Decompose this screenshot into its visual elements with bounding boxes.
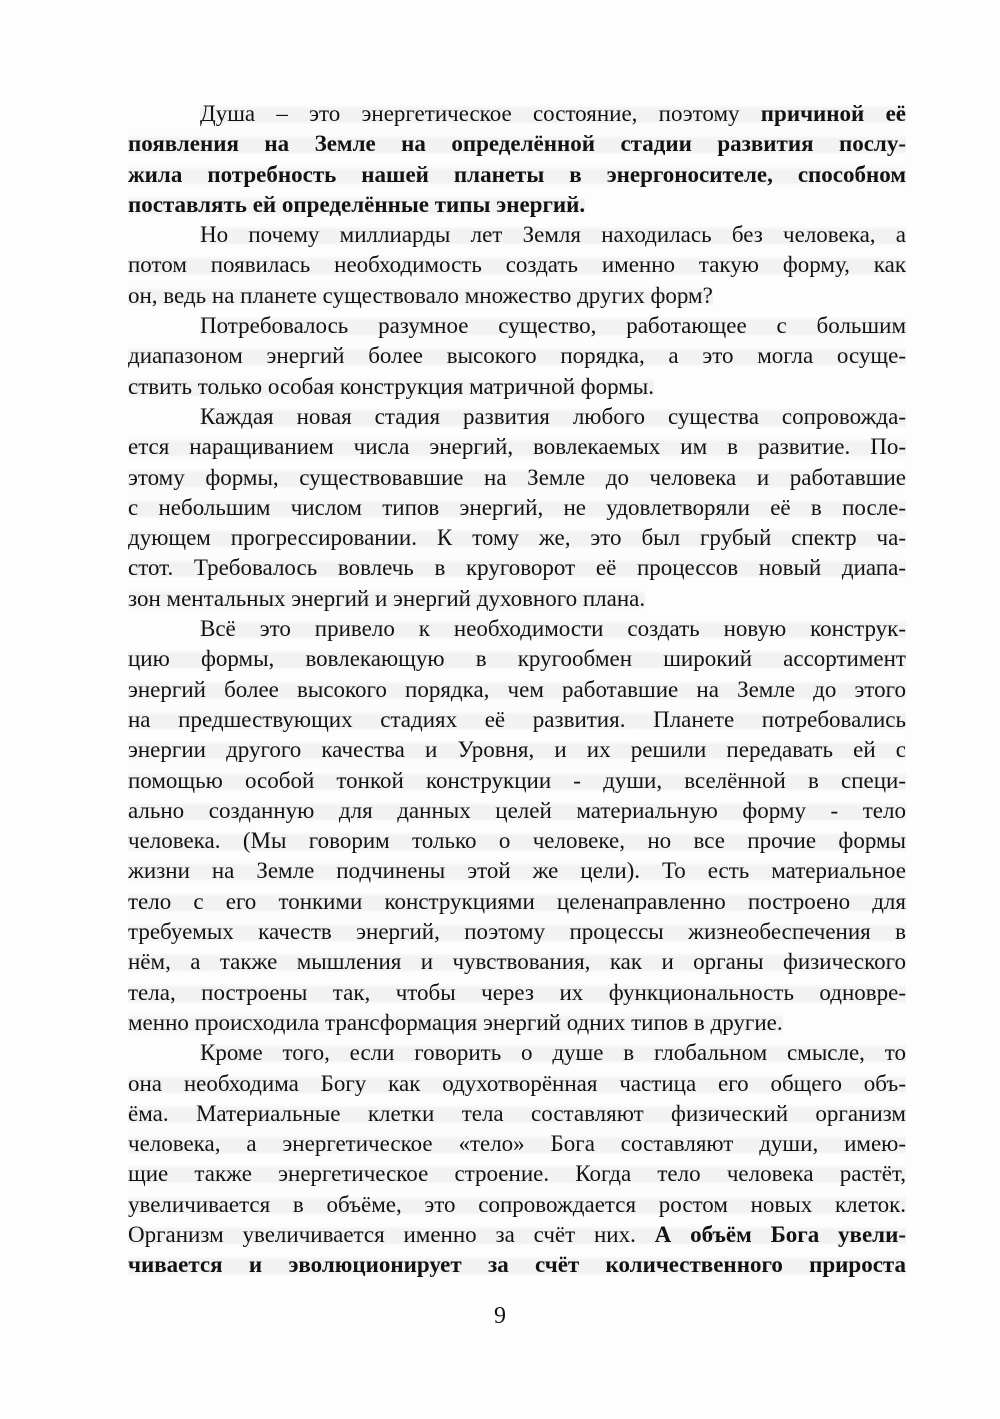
text-segment: зон ментальных энергий и энергий духовного плана. <box>128 585 646 611</box>
text-line <box>128 220 906 250</box>
text-line <box>128 1159 906 1189</box>
text-line <box>128 129 906 159</box>
text-line <box>128 826 906 856</box>
text-line <box>128 1069 906 1099</box>
text-segment: жизни на Земле подчинены этой же цели). То есть материальное <box>128 858 906 884</box>
text-line <box>128 311 906 341</box>
bold-text-segment: А объём Бога увели- <box>654 1221 906 1247</box>
paragraph <box>128 311 906 402</box>
text-segment: менно происходила трансформация энергий одних типов в другие. <box>128 1009 783 1035</box>
text-line <box>128 463 906 493</box>
text-line <box>128 1008 906 1038</box>
paragraph <box>128 402 906 614</box>
bold-text-segment: чивается и эволюционирует за счёт количественного прироста <box>128 1252 906 1278</box>
paragraph <box>128 220 906 311</box>
bold-text-segment: жила потребность нашей планеты в энергоносителе, способном <box>128 161 906 187</box>
text-segment: дующем прогрессировании. К тому же, это был грубый спектр ча- <box>128 525 906 551</box>
paragraph <box>128 1038 906 1280</box>
text-segment: он, ведь на планете существовало множество других форм? <box>128 282 713 308</box>
text-segment: человека. (Мы говорим только о человеке, но все прочие формы <box>128 828 906 854</box>
text-segment: требуемых качеств энергий, поэтому процессы жизнеобеспечения в <box>128 919 906 945</box>
text-line <box>128 372 906 402</box>
text-line <box>128 402 906 432</box>
text-segment: Организм увеличивается именно за счёт них. <box>128 1221 655 1247</box>
text-line <box>128 281 906 311</box>
text-line <box>128 160 906 190</box>
text-line <box>128 644 906 674</box>
text-segment: диапазоном энергий более высокого порядка, а это могла осуще- <box>128 343 906 369</box>
text-segment: Потребовалось разумное существо, работающее с большим <box>200 313 906 339</box>
text-segment: ально созданную для данных целей материальную форму - тело <box>128 797 906 823</box>
text-segment: на предшествующих стадиях её развития. Планете потребовались <box>128 706 906 732</box>
text-segment: нём, а также мышления и чувствования, как и органы физического <box>128 949 906 975</box>
text-segment: тело с его тонкими конструкциями целенаправленно построено для <box>128 888 906 914</box>
text-line <box>128 614 906 644</box>
text-line <box>128 1038 906 1068</box>
bold-text-segment: появления на Земле на определённой стадии развития послу- <box>128 131 906 157</box>
text-segment: Кроме того, если говорить о душе в глобальном смысле, то <box>200 1040 906 1066</box>
text-line <box>128 917 906 947</box>
text-segment: ствить только особая конструкция матричной формы. <box>128 373 654 399</box>
text-line <box>128 705 906 735</box>
text-line <box>128 978 906 1008</box>
text-line <box>128 735 906 765</box>
page-number: 9 <box>494 1303 506 1329</box>
text-segment: Но почему миллиарды лет Земля находилась без человека, а <box>200 222 906 248</box>
page-text <box>128 99 906 1281</box>
text-segment: ёма. Материальные клетки тела составляют физический организм <box>128 1100 906 1126</box>
text-line <box>128 432 906 462</box>
text-line <box>128 1250 906 1280</box>
text-segment: с небольшим числом типов энергий, не удовлетворяли её в после- <box>128 494 906 520</box>
text-line <box>128 341 906 371</box>
text-segment: потом появилась необходимость создать именно такую форму, как <box>128 252 906 278</box>
text-segment: ется наращиванием числа энергий, вовлекаемых им в развитие. По- <box>128 434 906 460</box>
text-segment: человека, а энергетическое «тело» Бога составляют души, имею- <box>128 1131 906 1157</box>
text-line <box>128 1190 906 1220</box>
text-segment: Всё это привело к необходимости создать новую конструк- <box>200 616 906 642</box>
text-line <box>128 947 906 977</box>
text-segment: цию формы, вовлекающую в кругообмен широкий ассортимент <box>128 646 906 672</box>
paragraph <box>128 614 906 1038</box>
text-line <box>128 1220 906 1250</box>
text-segment: увеличивается в объёме, это сопровождается ростом новых клеток. <box>128 1191 906 1217</box>
bold-text-segment: поставлять ей определённые типы энергий. <box>128 191 586 217</box>
text-segment: этому формы, существовавшие на Земле до человека и работавшие <box>128 464 906 490</box>
text-line <box>128 675 906 705</box>
text-line <box>128 584 906 614</box>
text-segment: помощью особой тонкой конструкции - души, вселённой в специ- <box>128 767 906 793</box>
text-line <box>128 887 906 917</box>
text-line <box>128 523 906 553</box>
text-line <box>128 796 906 826</box>
bold-text-segment: причиной её <box>760 101 906 126</box>
text-line <box>128 493 906 523</box>
text-line <box>128 1099 906 1129</box>
text-segment: щие также энергетическое строение. Когда тело человека растёт, <box>128 1161 906 1187</box>
text-line <box>128 766 906 796</box>
text-line <box>128 190 906 220</box>
text-segment: тела, построены так, чтобы через их функциональность одновре- <box>128 979 906 1005</box>
text-segment: она необходима Богу как одухотворённая частица его общего объ- <box>128 1070 906 1096</box>
text-line <box>128 99 906 129</box>
text-line <box>128 250 906 280</box>
text-line <box>128 1129 906 1159</box>
text-segment: энергий более высокого порядка, чем работавшие на Земле до этого <box>128 676 906 702</box>
paragraph <box>128 99 906 220</box>
text-segment: стот. Требовалось вовлечь в круговорот её процессов новый диапа- <box>128 555 906 581</box>
text-segment: энергии другого качества и Уровня, и их решили передавать ей с <box>128 737 906 763</box>
text-line <box>128 553 906 583</box>
text-segment: Каждая новая стадия развития любого существа сопровожда- <box>200 403 906 429</box>
text-line <box>128 856 906 886</box>
text-segment: Душа – это энергетическое состояние, поэтому <box>200 101 761 126</box>
